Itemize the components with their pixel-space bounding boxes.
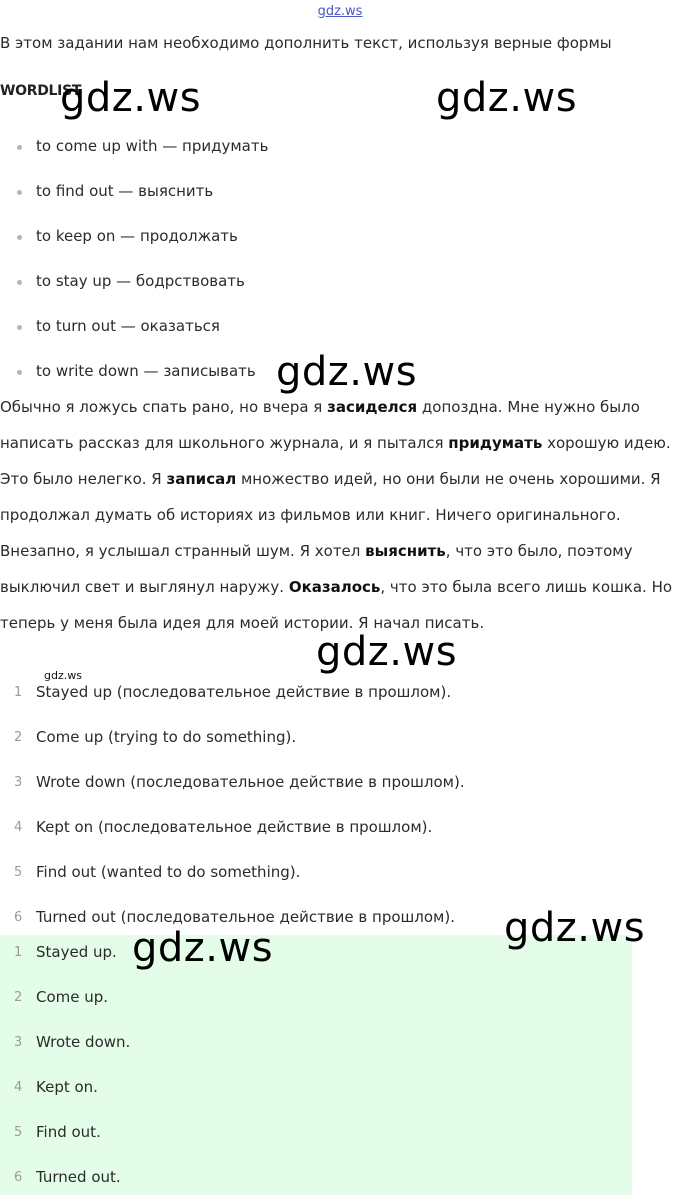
list-item-text: to come up with — придумать bbox=[36, 137, 269, 155]
site-link[interactable]: gdz.ws bbox=[317, 4, 363, 19]
item-number: 2 bbox=[14, 990, 23, 1005]
list-item bbox=[0, 349, 268, 394]
list-item bbox=[0, 930, 130, 975]
intro-text: В этом задании нам необходимо дополнить текст, используя верные формы bbox=[0, 34, 612, 52]
list-item bbox=[0, 850, 465, 895]
item-number: 1 bbox=[14, 945, 23, 960]
item-number: 6 bbox=[14, 910, 23, 925]
list-item bbox=[0, 670, 465, 715]
item-number: 3 bbox=[14, 1035, 23, 1050]
list-item-text: to write down — записывать bbox=[36, 362, 256, 380]
list-item bbox=[0, 805, 465, 850]
list-item-text: Kept on (последовательное действие в прошлом). bbox=[36, 818, 433, 836]
item-number: 4 bbox=[14, 820, 23, 835]
item-number: 5 bbox=[14, 865, 23, 880]
list-item bbox=[0, 124, 268, 169]
list-item-text: to stay up — бодрствовать bbox=[36, 272, 245, 290]
list-item bbox=[0, 1110, 130, 1155]
small-watermark: gdz.ws bbox=[44, 669, 82, 682]
list-item-text: Find out. bbox=[36, 1123, 101, 1141]
bullet-icon bbox=[17, 325, 22, 330]
watermark: gdz.ws bbox=[60, 75, 202, 121]
bullet-icon bbox=[17, 280, 22, 285]
list-item bbox=[0, 975, 130, 1020]
list-item-text: Stayed up (последовательное действие в прошлом). bbox=[36, 683, 452, 701]
item-number: 5 bbox=[14, 1125, 23, 1140]
watermark: gdz.ws bbox=[436, 75, 578, 121]
watermark: gdz.ws bbox=[132, 925, 274, 971]
list-item-text: Come up. bbox=[36, 988, 109, 1006]
answer-word: придумать bbox=[448, 434, 543, 452]
list-item-text: to keep on — продолжать bbox=[36, 227, 238, 245]
answer-word: выяснить bbox=[365, 542, 446, 560]
answer-word: записал bbox=[166, 470, 237, 488]
item-number: 2 bbox=[14, 730, 23, 745]
list-item bbox=[0, 760, 465, 805]
list-item-text: Wrote down (последовательное действие в прошлом). bbox=[36, 773, 465, 791]
watermark: gdz.ws bbox=[504, 905, 646, 951]
bullet-icon bbox=[17, 370, 22, 375]
answer-list bbox=[0, 930, 130, 1200]
list-item-text: to turn out — оказаться bbox=[36, 317, 220, 335]
wordlist bbox=[0, 124, 268, 394]
list-item bbox=[0, 1155, 130, 1200]
list-item bbox=[0, 715, 465, 760]
item-number: 4 bbox=[14, 1080, 23, 1095]
answer-word: Оказалось bbox=[288, 578, 381, 596]
list-item-text: Wrote down. bbox=[36, 1033, 131, 1051]
list-item bbox=[0, 214, 268, 259]
list-item bbox=[0, 1065, 130, 1110]
story-paragraph: Обычно я ложусь спать рано, но вчера я засиделся допоздна. Мне нужно было написать рассказ для школьного журнала, и я пытался придумать хорошую идею. Это было нелегко. Я записал множество идей, но они были не очень хорошими. Я продолжал думать об историях из фильмов или книг. Ничего оригинального. Внезапно, я услышал странный шум. Я хотел выяснить, что это было, поэтому выключил свет и выглянул наружу. Оказалось, что это была всего лишь кошка. Но теперь у меня была идея для моей истории. Я начал писать. bbox=[0, 398, 673, 632]
list-item-text: Kept on. bbox=[36, 1078, 98, 1096]
list-item-text: Turned out (последовательное действие в прошлом). bbox=[36, 908, 455, 926]
list-item bbox=[0, 304, 268, 349]
list-item-text: Stayed up. bbox=[36, 943, 117, 961]
list-item-text: to find out — выяснить bbox=[36, 182, 214, 200]
bullet-icon bbox=[17, 145, 22, 150]
list-item bbox=[0, 169, 268, 214]
item-number: 3 bbox=[14, 775, 23, 790]
bullet-icon bbox=[17, 235, 22, 240]
wordlist-heading: WORDLIST bbox=[0, 83, 82, 99]
bullet-icon bbox=[17, 190, 22, 195]
list-item bbox=[0, 259, 268, 304]
explanation-list bbox=[0, 670, 465, 940]
watermark: gdz.ws bbox=[276, 349, 418, 395]
watermark: gdz.ws bbox=[316, 629, 458, 675]
item-number: 6 bbox=[14, 1170, 23, 1185]
list-item-text: Come up (trying to do something). bbox=[36, 728, 297, 746]
list-item-text: Turned out. bbox=[36, 1168, 121, 1186]
list-item bbox=[0, 1020, 130, 1065]
answer-word: засиделся bbox=[327, 398, 418, 416]
list-item-text: Find out (wanted to do something). bbox=[36, 863, 301, 881]
item-number: 1 bbox=[14, 685, 23, 700]
